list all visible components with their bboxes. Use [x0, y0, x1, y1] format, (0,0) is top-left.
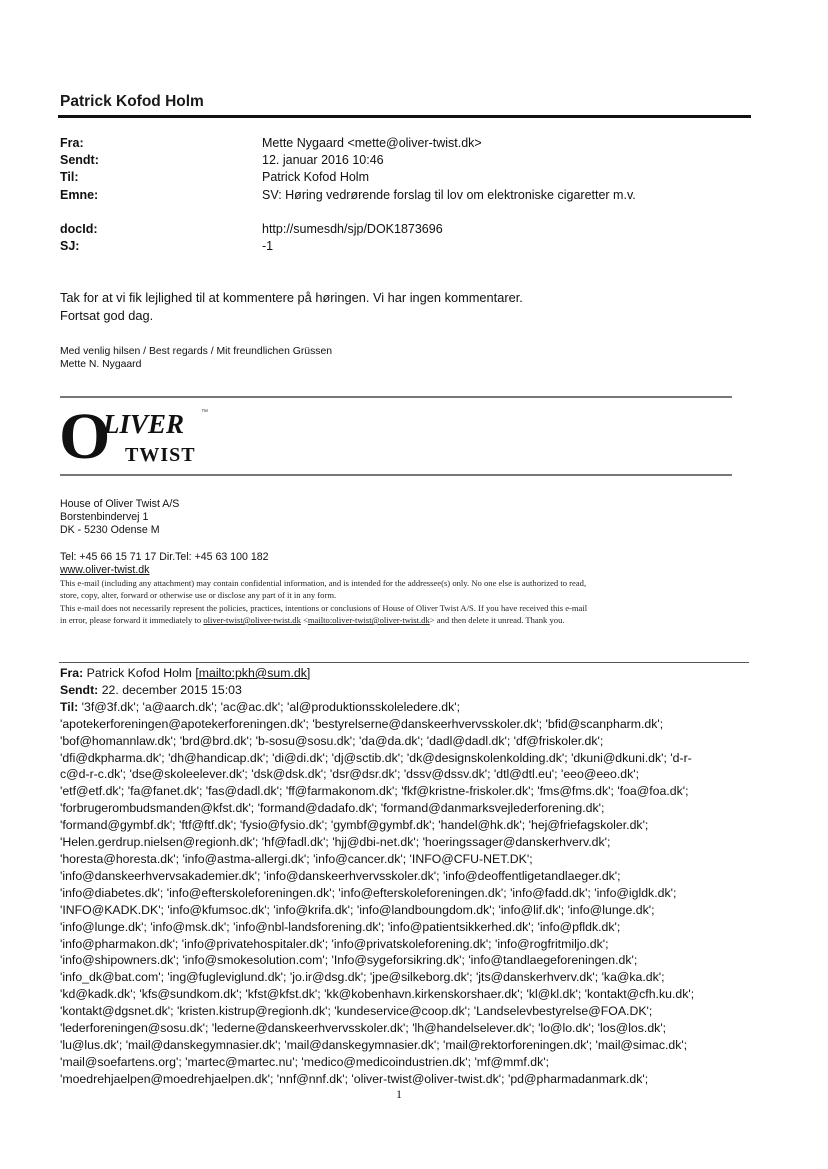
docid-label: docId: — [60, 222, 98, 236]
recipient-line: 'forbrugerombudsmanden@kfst.dk'; 'formand@dadafo.dk'; 'formand@danmarksvejlederforening.dk'; — [60, 801, 605, 816]
logo-big-o: O — [59, 400, 111, 470]
recipient-line: 'horesta@horesta.dk'; 'info@astma-allergi.dk'; 'info@cancer.dk'; 'INFO@CFU-NET.DK'; — [60, 851, 533, 866]
disclaimer-text: in error, please forward it immediately to — [60, 615, 204, 625]
company-phone: Tel: +45 66 15 71 17 Dir.Tel: +45 63 100 182 — [60, 551, 269, 563]
recipient-line: 'apotekerforeningen@apotekerforeningen.dk'; 'bestyrelserne@danskeerhvervsskoler.dk'; 'bfid@scanpharm.dk'; — [60, 716, 664, 731]
sent-label: Sendt: — [60, 153, 99, 167]
disclaimer-line-1: This e-mail (including any attachment) may contain confidential information, and is intended for the addressee(s) only. No one else is authorized to read, — [60, 578, 587, 588]
page-number: 1 — [396, 1087, 402, 1101]
recipient-line: 'moedrehjaelpen@moedrehjaelpen.dk'; 'nnf@nnf.dk'; 'oliver-twist@oliver-twist.dk'; 'pd@pharmadanmark.dk'; — [60, 1071, 649, 1086]
recipient-line: 'lederforeningen@sosu.dk'; 'lederne@danskeerhvervsskoler.dk'; 'lh@handelselever.dk'; 'lo@lo.dk'; 'los@los.dk'; — [60, 1021, 667, 1036]
recipient-line: 'dfi@dkpharma.dk'; 'dh@handicap.dk'; 'di@di.dk'; 'dj@sctib.dk'; 'dk@designskolenkolding.dk'; 'dkuni@dkuni.dk'; 'd-r- — [60, 750, 692, 765]
company-city: DK - 5230 Odense M — [60, 524, 160, 536]
forward-mailto-link[interactable]: [mailto:pkh@sum.dk] — [195, 666, 311, 680]
recipient-line: 'info@shipowners.dk'; 'info@smokesolution.com'; 'Info@sygeforsikring.dk'; 'info@tandlaegeforeningen.dk'; — [60, 953, 638, 968]
recipient-line: 'formand@gymbf.dk'; 'ftf@ftf.dk'; 'fysio@fysio.dk'; 'gymbf@gymbf.dk'; 'handel@hk.dk'; 'hej@friefagskoler.dk'; — [60, 818, 649, 833]
forward-sent-value: 22. december 2015 15:03 — [101, 682, 242, 697]
recipient-line: 'kd@kadk.dk'; 'kfs@sundkom.dk'; 'kfst@kfst.dk'; 'kk@kobenhavn.kirkenskorshaer.dk'; 'kl@kl.dk'; 'kontakt@cfh.ku.dk'; — [60, 987, 695, 1002]
recipient-line: 'etf@etf.dk'; 'fa@fanet.dk'; 'fas@dadl.dk'; 'ff@farmakonom.dk'; 'fkf@kristne-friskoler.dk'; 'fms@fms.dk'; 'foa@foa.dk'; — [60, 784, 689, 799]
logo-top-divider — [60, 396, 732, 398]
signature-name: Mette N. Nygaard — [60, 359, 142, 370]
title-divider — [58, 115, 751, 118]
sj-label: SJ: — [60, 239, 80, 253]
recipient-line — [60, 699, 750, 716]
disclaimer-email-link[interactable]: oliver-twist@oliver-twist.dk — [203, 615, 301, 625]
recipient-line: 'info_dk@bat.com'; 'ing@fugleviglund.dk'; 'jo.ir@dsg.dk'; 'jpe@silkeborg.dk'; 'jts@danskerhverv.dk'; 'ka@ka.dk'; — [60, 970, 665, 985]
disclaimer-line-3: This e-mail does not necessarily represent the policies, practices, intentions or conclusions of House of Oliver Twist A/S. If you have received this e-mail — [60, 603, 588, 613]
forwarded-message — [60, 665, 750, 1088]
disclaimer-line-4 — [60, 615, 760, 627]
logo-trademark: ™ — [201, 409, 208, 416]
recipient-line: 'lu@lus.dk'; 'mail@danskegymnasier.dk'; 'mail@danskegymnasier.dk'; 'mail@rektorforeningen.dk'; 'mail@simac.dk'; — [60, 1037, 688, 1052]
logo-bottom-divider — [60, 474, 732, 476]
subject-label: Emne: — [60, 188, 99, 202]
disclaimer-text: > and then delete it unread. Thank you. — [429, 615, 565, 625]
recipient-text: '3f@3f.dk'; 'a@aarch.dk'; 'ac@ac.dk'; 'al@produktionsskoleledere.dk'; — [78, 699, 460, 714]
recipient-line: c@d-r-c.dk'; 'dse@skoleelever.dk'; 'dsk@dsk.dk'; 'dsr@dsr.dk'; 'dssv@dssv.dk'; 'dtl@dtl.eu'; 'eeo@eeo.dk'; — [60, 767, 640, 782]
body-line-1: Tak for at vi fik lejlighed til at kommentere på høringen. Vi har ingen kommentarer. — [60, 290, 523, 305]
recipient-line: 'kontakt@dgsnet.dk'; 'kristen.kistrup@regionh.dk'; 'kundeservice@coop.dk'; 'Landselevbestyrelse@FOA.DK'; — [60, 1004, 653, 1019]
recipient-line: 'Helen.gerdrup.nielsen@regionh.dk'; 'hf@fadl.dk'; 'hjj@dbi-net.dk'; 'hoeringssager@danskerhverv.dk'; — [60, 835, 611, 850]
recipient-line: 'mail@soefartens.org'; 'martec@martec.nu'; 'medico@medicoindustrien.dk'; 'mf@mmf.dk'; — [60, 1054, 550, 1069]
recipient-line: 'info@pharmakon.dk'; 'info@privatehospitaler.dk'; 'info@privatskoleforening.dk'; 'info@rogfritmiljo.dk'; — [60, 936, 609, 951]
subject-value: SV: Høring vedrørende forslag til lov om elektroniske cigaretter m.v. — [262, 188, 636, 202]
to-value: Patrick Kofod Holm — [262, 170, 369, 184]
from-label: Fra: — [60, 136, 84, 150]
logo-liver-text: LIVER — [103, 409, 185, 439]
body-line-2: Fortsat god dag. — [60, 308, 154, 323]
recipient-line: 'info@lunge.dk'; 'info@msk.dk'; 'info@nbl-landsforening.dk'; 'info@patientsikkerhed.dk'; 'info@pfldk.dk'; — [60, 919, 621, 934]
email-header — [60, 134, 760, 254]
website-link[interactable]: www.oliver-twist.dk — [60, 564, 150, 576]
recipient-line: 'info@diabetes.dk'; 'info@efterskoleforeningen.dk'; 'info@efterskoleforeningen.dk'; 'info@fadd.dk'; 'info@igldk.dk'; — [60, 885, 677, 900]
disclaimer-line-2: store, copy, alter, forward or otherwise use or disclose any part of it in any form. — [60, 590, 337, 600]
forward-divider — [59, 662, 749, 663]
oliver-twist-logo — [59, 400, 219, 470]
forward-from-label: Fra: — [60, 666, 84, 680]
to-label: Til: — [60, 170, 79, 184]
docid-value: http://sumesdh/sjp/DOK1873696 — [262, 222, 443, 236]
from-value: Mette Nygaard <mette@oliver-twist.dk> — [262, 136, 482, 150]
sj-value: -1 — [262, 239, 274, 253]
page-title: Patrick Kofod Holm — [60, 93, 204, 110]
logo-twist-text: TWIST — [125, 444, 196, 466]
company-name: House of Oliver Twist A/S — [60, 498, 180, 510]
company-street: Borstenbindervej 1 — [60, 511, 149, 523]
disclaimer-mailto-link[interactable]: mailto:oliver-twist@oliver-twist.dk — [307, 615, 430, 625]
forward-from-line — [60, 665, 750, 682]
forward-sent-label: Sendt: — [60, 682, 99, 697]
recipient-line: 'bof@homannlaw.dk'; 'brd@brd.dk'; 'b-sosu@sosu.dk'; 'da@da.dk'; 'dadl@dadl.dk'; 'df@friskoler.dk'; — [60, 733, 604, 748]
recipient-line: 'info@danskeerhvervsakademier.dk'; 'info@danskeerhvervsskoler.dk'; 'info@deoffentligetandlaeger.dk'; — [60, 868, 621, 883]
recipient-line: 'INFO@KADK.DK'; 'info@kfumsoc.dk'; 'info@krifa.dk'; 'info@landboungdom.dk'; 'info@lif.dk'; 'info@lunge.dk'; — [60, 902, 655, 917]
sent-value: 12. januar 2016 10:46 — [262, 153, 384, 167]
signature-greeting: Med venlig hilsen / Best regards / Mit freundlichen Grüssen — [60, 346, 333, 357]
forward-sent-line — [60, 682, 750, 699]
disclaimer-text: < — [300, 615, 308, 625]
forward-from-value: Patrick Kofod Holm — [86, 666, 196, 680]
forward-to-label: Til: — [60, 699, 79, 714]
